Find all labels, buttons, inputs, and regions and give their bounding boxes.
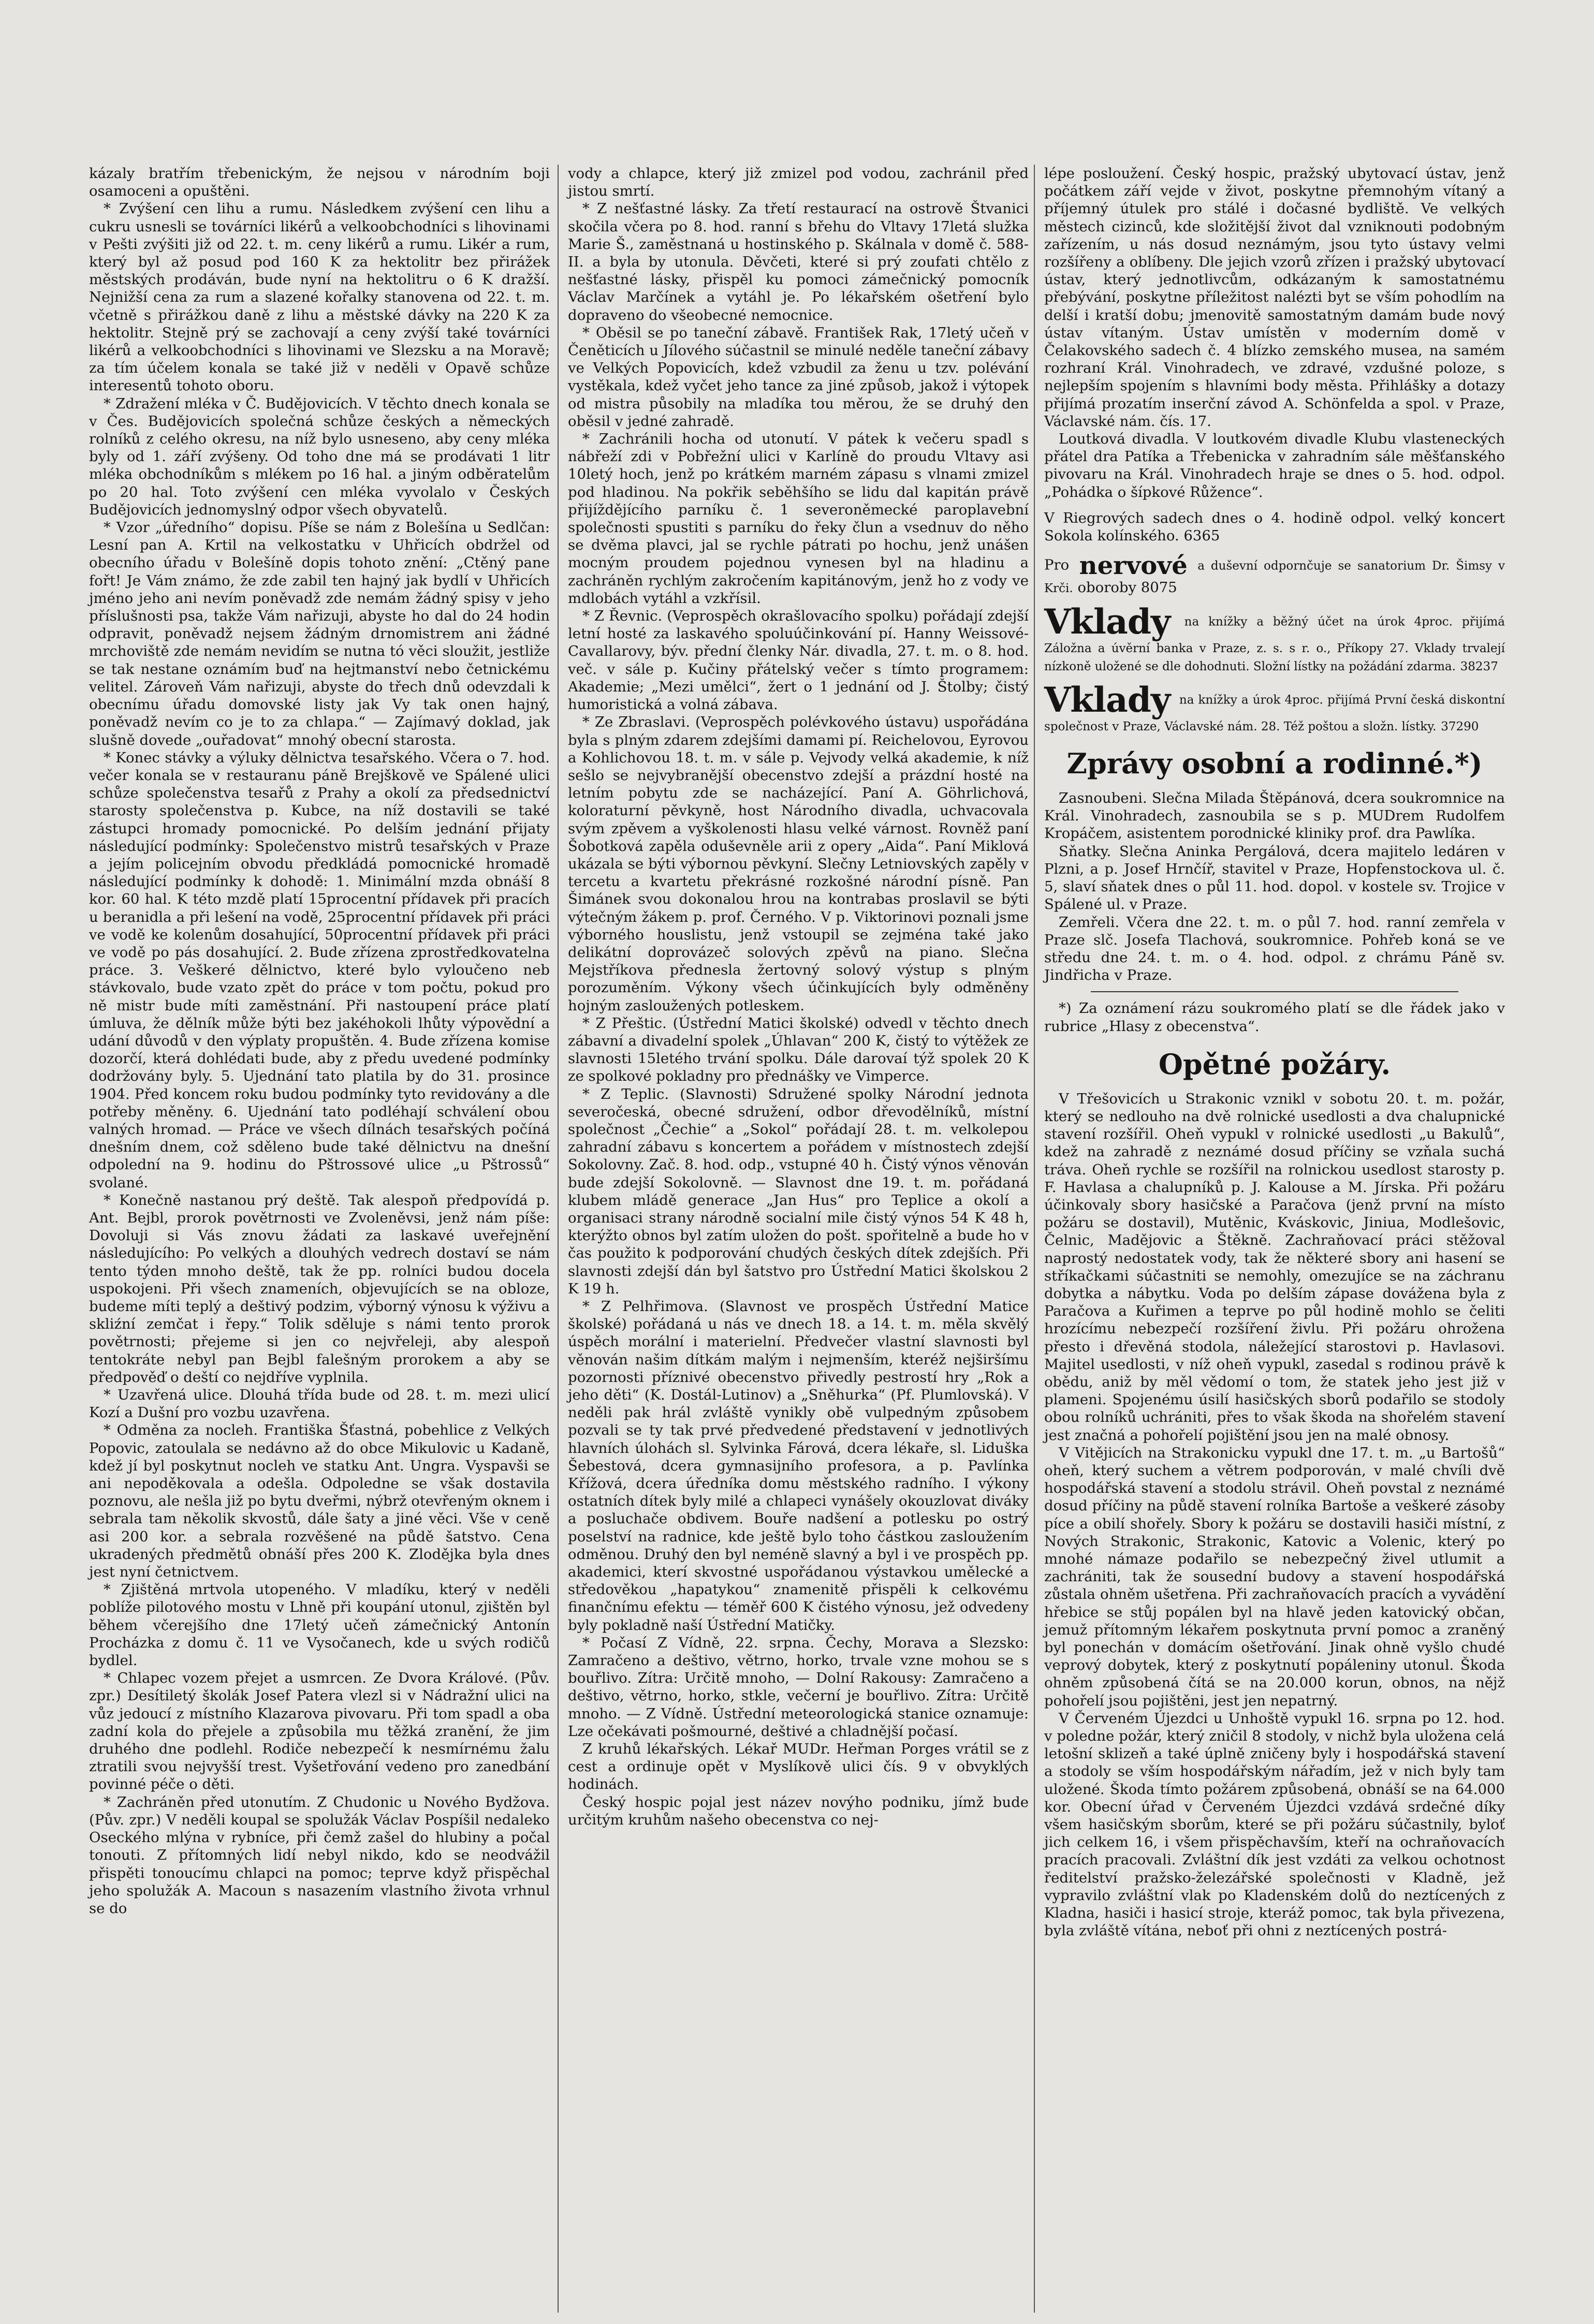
article-paragraph: kázaly bratřím třebenickým, že nejsou v národním boji osamoceni a opuštěni. <box>89 165 550 200</box>
article-paragraph: Sňatky. Slečna Aninka Pergálová, dcera majitelo ledáren v Plzni, a p. Josef Hrnčíř, stavitel v Praze, Hopfenstockova ul. č. 5, slaví sňatek dnes o půl 11. hod. dopol. v kostele sv. Trojice v Spálené ul. v Praze. <box>1044 843 1505 913</box>
article-paragraph: * Počasí Z Vídně, 22. srpna. Čechy, Morava a Slezsko: Zamračeno a deštivo, větrno, horko, trvale vzne mohou se s bouřlivo. Zítra: Určitě mnoho, — Dolní Rakousy: Zamračeno a deštivo, větrno, horko, stkle, večerní je bouřlivo. Zítra: Určitě mnoho. — Z Vídně. Ústřední meteorologická stanice oznamuje: Lze očekávati pošmourné, deštivé a chladnější počasí. <box>568 1634 1029 1740</box>
article-paragraph: * Zdražení mléka v Č. Budějovicích. V těchto dnech konala se v Čes. Budějovicích společná schůze českých a německých rolníků z celého okresu, na níž bylo usneseno, aby ceny mléka byly od 1. září zvýšeny. Od toho dne má se prodávati 1 litr mléka obchodníkům s mlékem po 16 hal. a jiným odběratelům po 20 hal. Toto zvýšení cen mléka vyvolalo v Českých Budějovicích jednomyslný odpor všech obyvatelů. <box>89 395 550 518</box>
advertisement-riegrovy-sady <box>1044 509 1505 545</box>
ad-headline: Vklady <box>1044 679 1171 720</box>
article-paragraph: * Zachráněn před utonutím. Z Chudonic u Nového Bydžova. (Pův. zpr.) V neděli koupal se spolužák Václav Pospíšil nedaleko Oseckého mlýna v rybníce, při čemž zašel do hlubiny a počal tonouti. Z přítomných lidí nebyl nikdo, kdo se neodvážil přispěti tonoucímu chlapci na pomoc; teprve když přispěchal jeho spolužák A. Macoun s nasazením vlastního života vrhnul se do <box>89 1793 550 1917</box>
advertisement-vklady-diskontni <box>1044 679 1505 734</box>
article-paragraph: * Ze Zbraslavi. (Veprospěch polévkového ústavu) uspořádána byla s plným zdarem zdejšími damami pí. Reichelovou, Eyrovou a Kohlichovou 18. t. m. v sále p. Vejvody velká akademie, k níž sešlo se nejvybranější obecenstvo zdejší a prázdní hosté na letním pobytu zde se nacházející. Paní A. Göhrlichová, koloraturní pěvkyně, host Národního divadla, uchvacovala svým zpěvem a vyškolenosti hlasu velké várnost. Rovněž paní Šobotková zapěla oduševněle arii z opery „Aida“. Paní Miklová ukázala se býti výbornou pěvkyní. Slečny Letniovských zapěly v tercetu a kvartetu překrásné rozkošné národní písně. Pan Šimánek svou dokonalou hrou na kontrabas proslavil se býti výtečným žákem p. prof. Černého. V p. Viktorinovi poznali jsme výborného houslistu, jenž vstoupil se zejména také jako delikátní doprovázeč solových zpěvů na piano. Slečna Mejstříkova přednesla žertovný solový výstup s plným porozuměním. Výkony všech účinkujících byly odměněny hojným zasloužených potleskem. <box>568 714 1029 1014</box>
article-paragraph: V Vitějicích na Strakonicku vypukl dne 17. t. m. „u Bartošů“ oheň, který suchem a větrem podporován, v malé chvíli dvě hospodářská stavení a stodolu strávil. Oheň povstal z neznámé dosud příčiny na půdě stavení rolníka Bartoše a veškeré zásoby píce a obilí shořely. Sbory k požáru se dostavili hasiči místní, z Nových Strakonic, Strakonic, Katovic a Volenic, který po mnohé námaze podařilo se nebezpečný živel utlumit a zachrániti, tak že sousední budovy a stavení hospodářská zůstala ohněm ušetřena. Při zachraňovacích pracích a vyvádění hřebice se stůj popálen byl na hlavě jeden katovický občan, jemuž přítomným lékařem poskytnuta první pomoc a zraněný byl ponechán v domácím ošetřování. Jinak ohně vyšlo chudé veprový dobytek, který z poskytnutí popáleniny utonul. Škoda ohněm způsobená čítá se na 20.000 korun, obnos, na nějž pohořelí jsou pojištěni, jest jen nepatrný. <box>1044 1444 1505 1709</box>
column-3 <box>1044 165 1505 1939</box>
article-paragraph: Loutková divadla. V loutkovém divadle Klubu vlasteneckých přátel dra Patíka a Třebenicka v zahradním sále měšťanského pivovaru na Král. Vinohradech hraje se dnes o 5. hod. odpol. „Pohádka o šípkové Růžence“. <box>1044 431 1505 501</box>
ad-headline: Vklady <box>1044 601 1171 642</box>
advertisement-nervove <box>1044 553 1505 596</box>
article-paragraph: lépe posloužení. Český hospic, pražský ubytovací ústav, jenž počátkem září vejde v život, poskytne přemnohým vítaný a příjemný útulek pro stálé i dočasné bydliště. Ve velkých městech cizinců, kde složitější život dal vzniknouti podobným zařízením, u nás dosud neznámým, jsou tyto ústavy velmi rozšířeny a oblíbeny. Dle jejich vzorů zřízen i pražský ubytovací ústav, který jednotlivcům, odkázaným k samostatnému přebývání, poskytne příležitost nalézti byt se vším pohodlím na delší i kratší dobu; jmenovitě samostatným damám bude nový ústav vítaným. Ústav umístěn v moderním domě v Čelakovského sadech č. 4 blízko zemského musea, na samém rozhraní Král. Vinohradech, ve zdravé, vzdušné poloze, s nejlepším spojením s hlavními body města. Přihlášky a dotazy přijímá prozatím inserční závod A. Schönfelda a spol. v Praze, Václavské nám. čís. 17. <box>1044 165 1505 430</box>
section-heading-personal: Zprávy osobní a rodinné.*) <box>1066 747 1483 781</box>
column-rule <box>558 165 559 2313</box>
article-paragraph: * Z nešťastné lásky. Za třetí restaurací na ostrově Štvanici skočila včera po 8. hod. ranní s břehu do Vltavy 17letá služka Marie Š., zaměstnaná u hostinského p. Skálnala v domě č. 588-II. a byla by utonula. Děvčeti, které si prý zoufati chtělo z nešťastné lásky, přispěl ku pomoci zámečnický pomocník Václav Marčínek a vytáhl je. Po lékařském ošetření bylo dopraveno do všeobecné nemocnice. <box>568 200 1029 323</box>
divider <box>1091 991 1458 992</box>
article-paragraph: * Z Pelhřimova. (Slavnost ve prospěch Ústřední Matice školské) pořádaná u nás ve dnech 18. a 14. t. m. měla skvělý úspěch morální i materielní. Předvečer vlastní slavnosti byl věnován našim dítkám malým i nejmenším, kteréž nejširšímu pozornosti příznivé obecenstvo přivedly pestrostí hry „Rok a jeho děti“ (K. Dostál-Lutinov) a „Sněhurka“ (Pf. Plumlovská). V neděli pak hrál zvláště vynikly obě vulpedným způsobem pozvali se ty tak prvé předvedené představení v jednotlivých hlavních úlohách sl. Sylvinka Fárová, dcera lékaře, sl. Liduška Šebestová, dcera gymnasijního profesora, a p. Pavlínka Křížová, dcera úředníka domu městského radního. I výkony ostatních dítek byly milé a chlapeci vynášely okouzlovat diváky a posluchače obdivem. Bouře nadšení a potlesku po ostrý poselství na radnice, kde ještě bylo toho částkou zasloužením odměnou. Druhý den byl neméně slavný a byl i ve prospěch pp. akademici, kterí skvostné uspořádanou výstavkou umělecké a středověkou „hapatykou“ znamenitě přispěli k celkovému finančnímu efektu — téměř 600 K čistého výnosu, jež odvedeny byly pokladně naší Ústřední Matičky. <box>568 1298 1029 1634</box>
footnote: *) Za oznámení rázu soukromého platí se dle řádek jako v rubrice „Hlasy z obecenstva“. <box>1044 1000 1505 1035</box>
column-1 <box>89 165 550 1917</box>
article-paragraph: * Vzor „úředního“ dopisu. Píše se nám z Bolešína u Sedlčan: Lesní pan A. Krtil na velkostatku v Uhřicích obdržel od obecního úřadu v Bolešíně dopis tohoto znění: „Ctěný pane fořt! Je Vám známo, že zde zabil ten hajný jak bydlí v Uhřicích jméno jeho ani nevím poněvadž zde nemám žádný spisy v jeho příslušnosti psa, takže Vám nařizuji, abyste ho dal do 24 hodin odpravit, poněvadž nejsem žádným drnomistrem ani žádné mrchoviště zde nemám nevidím se nutna tó věci sloužit, jestliže se tak nestane oznámím buď na hejtmanství nebo četnickému velitel. Zároveň Vám nařizuji, abyste do třech dnů odevzdali k obecnímu úřadu domovské listy jak Vy tak onen hajný, poněvadž nevím co je to za chlapa.“ — Zajímavý doklad, jak slušně dovede „ouřadovat“ mnohý obecní starosta. <box>89 519 550 748</box>
ad-small-text: a duševní odpornčuje se sanatorium Dr. Šimsy v Krči. <box>1044 559 1505 596</box>
article-paragraph: * Zjištěná mrtvola utopeného. V mladíku, který v neděli poblíže pilotového mostu v Lhně při koupání utonul, zjištěn byl během včerejšího dne 17letý učeň zámečnický Antonín Procházka z domu č. 11 ve Vysočanech, kde u svých rodičů bydlel. <box>89 1581 550 1669</box>
article-paragraph: * Zvýšení cen lihu a rumu. Následkem zvýšení cen lihu a cukru usnesli se továrníci likérů a velkoobchodníci s lihovinami v Pešti zvýšiti již od 22. t. m. ceny likérů a rumu. Likér a rum, který byl až posud pod 160 K za hektolitr bez přirážek městských prodáván, bude nyní na hektolitru o 6 K dražší. Nejnižší cena za rum a slazené kořalky stanovena od 22. t. m. včetně s přirážkou daně z lihu a městské dávky na 220 K za hektolitr. Stejně prý se zachovají a ceny zvýší také továrníci likérů a velkoobchodníci s lihovinami ve Slezsku a na Moravě; za tím účelem konala se také již v neděli v Opavě schůze interesentů tohoto oboru. <box>89 200 550 394</box>
article-paragraph: V Třešovicích u Strakonic vznikl v sobotu 20. t. m. požár, který se nedlouho na dvě rolnické usedlosti a dva chalupnické stavení rozšířil. Oheň vypukl v rolnické usedlosti „u Bakulů“, kdež na zahradě z neznámé dosud příčiny se vzňala suchá tráva. Oheň rychle se rozšířil na rolnickou usedlost starosty p. F. Havlasa a chalupníků p. J. Kalouse a M. Jírska. Při požáru účinkovaly sbory hasičské a Paračova (jenž první na místo požáru se dostavil), Mutěnic, Kváskovic, Jiniua, Modlešovic, Čelnic, Madějovic a Štěkně. Zachraňovací práci stěžoval naprostý nedostatek vody, tak že některé sbory ani hasení se stříkačkami súčastniti se nemohly, omezujíce se na záchranu dobytka a nábytku. Voda po delším zápase dovážena byla z Paračova a Kuřimen a teprve po půl hodině mohlo se čeliti hrozícímu nebezpečí rozšíření živlu. Při požáru ohrožena přesto i dřevěná stodola, náležející starostovi p. Havlasovi. Majitel usedlosti, v níž oheň vypukl, zasedal s rodinou právě k obědu, aniž by měl vědomí o tom, že statek jeho jest již v plameni. Spojenému úsilí hasičských sborů podařilo se stodoly obou rolníků uchrániti, přes to však škoda na shořelém stavení jest značná a pohořelí pojištění jsou jen na malé obnosy. <box>1044 1090 1505 1444</box>
column-rule <box>1034 165 1035 2313</box>
ad-pre: Pro <box>1044 556 1070 573</box>
ad-number: 37290 <box>1441 719 1479 733</box>
article-paragraph: Zemřeli. Včera dne 22. t. m. o půl 7. hod. ranní zemřela v Praze slč. Josefa Tlachová, soukromnice. Pohřeb koná se ve středu dne 24. t. m. o 4. hod. odpol. z chrámu Páně sv. Jindřicha v Praze. <box>1044 914 1505 984</box>
ad-number: 38237 <box>1460 659 1498 673</box>
article-paragraph: * Z Teplic. (Slavnosti) Sdružené spolky Národní jednota severočeská, obecné sdružení, odbor dřevodělníků, místní společnost „Čechie“ a „Sokol“ pořádají 28. t. m. velkolepou zahradní zábavu s koncertem a pořádem v místnostech zdejší Sokolovny. Zač. 8. hod. odp., vstupné 40 h. Čistý výnos věnován bude zdejší Sokolovně. — Slavnost dne 19. t. m. pořádaná klubem mládě generace „Jan Hus“ pro Teplice a okolí a organisaci strany národně socialní mile čistý výnos 54 K 48 h, kterýžto obnos byl zatím uložen do pošt. spořitelně a bude ho v čas použito k podporování chudých českých dítek zdejších. Při slavnosti zdejší dán byl šatstvo pro Ústřední Matici školskou 2 K 19 h. <box>568 1085 1029 1297</box>
article-paragraph: V Červeném Újezdci u Unhoště vypukl 16. srpna po 12. hod. v poledne požár, který zničil 8 stodoly, v nichž byla uložena celá letošní sklizeň a také úplně zničeny byly i hospodářská stavení a stodoly se vším hospodářským nářadím, jež v nich byly tam uložené. Škoda tímto požárem způsobená, obnáší se na 64.000 kor. Obecní úřad v Červeném Újezdci vzdává srdečné díky všem hasičským sborům, které se při požáru súčastnily, byloť jich celkem 16, i všem přispěchavším, kteří na ochraňovacích pracích pracovali. Zvláštní dík jest vzdáti za velkou ochotnost ředitelství pražsko-železářské společnosti v Kladně, jež vypravilo zvláštní vlak po Kladenském dolů do neztícených z Kladna, hasiči i hasicí stroje, kteráž pomoc, tak byla přivezena, byla zvláště vítána, neboť při ohni z neztícených postrá- <box>1044 1710 1505 1939</box>
column-2 <box>568 165 1029 1829</box>
ad-post: oboroby <box>1077 579 1137 596</box>
article-paragraph: * Konečně nastanou prý deště. Tak alespoň předpovídá p. Ant. Bejbl, prorok povětrnosti ve Zvoleněvsi, jenž nám píše: Dovoluji si Vás znovu žádati za laskavé uveřejnění následujícího: Po velkých a dlouhých vedrech dostaví se nám tento týden mnoho deště, tak že pp. rolníci budou docela uspokojeni. Při všech znameních, objevujících se na obloze, budeme míti teplý a deštivý podzim, výborný výnosu k výživu a skliźní zemčat i řepy.“ Tolik sděluje s námi tento prorok povětrnosti; přejeme si jen co nejvřeleji, aby alespoň tentokráte nebyl pan Bejbl falešným prorokem a aby se předpověď o deští co nejdříve vyplnila. <box>89 1192 550 1386</box>
section-heading-fires: Opětné požáry. <box>1158 1047 1391 1081</box>
article-paragraph: Zasnoubeni. Slečna Milada Štěpánová, dcera soukromnice na Král. Vinohradech, zasnoubila se s p. MUDrem Rudolfem Kropáčem, asistentem porodnické kliniky prof. dra Pawlíka. <box>1044 790 1505 842</box>
article-paragraph: * Chlapec vozem přejet a usmrcen. Ze Dvora Králové. (Pův. zpr.) Desítiletý školák Josef Patera vlezl si v Nádražní ulici na vůz jedoucí z místního Klazarova pivovaru. Při tom spadl a oba zadní kola do přejele a způsobila mu těžká zranění, že jim druhého dne podlehl. Rodiče nebezpečí k nesmírnému žalu ztratili svou nejvyšší trest. Vyšetřování vedeno pro zanedbání povinné péče o děti. <box>89 1670 550 1793</box>
ad-text: V Riegrových sadech dnes o 4. hodině odpol. velký koncert Sokola kolínského. <box>1044 509 1505 545</box>
article-paragraph: * Konec stávky a výluky dělnictva tesařského. Včera o 7. hod. večer konala se v restauranu páně Brejškově ve Spálené ulici schůze společenstva tesařů z Prahy a okolí za předsednictví starosty společenstva p. Kubce, na níž dostavili se také zástupci hromady pomocnické. Po delším jednání přijaty následující podmínky: Společenstvo mistrů tesařských v Praze a jejím policejním obvodu předkládá pomocnické hromadě následující podmínky k dohodě: 1. Minimální mzda obnáší 8 kor. 60 hal. K této mzdě platí 15procentní přídavek při pracích u beranidla a při lešení na vodě, 25procentní přídavek při práci ve vodě ke kolenům dosahující, 50procentní přídavek při práci ve vodě po pás dosahující. 2. Bude zřízena zprostředkovatelna práce. 3. Veškeré dělnictvo, které bylo vyloučeno neb stávkovalo, bude vzato zpět do práce v tom počtu, pokud pro ně mistr bude míti zaměstnání. Při nastoupení práce platí úmluva, že dělník může býti bez jakéhokoli lhůty výpovědní a udání důvodů v den výplaty propuštěn. 4. Bude zřízena komise dozorčí, která dohlédati bude, aby z předu uvedené podmínky dodržovány byly. 5. Ujednání tato platila by do 31. prosince 1904. Před koncem roku budou podmínky tyto revidovány a dle potřeby měněny. 6. Ujednání tato podléhají schválení obou valných hromad. — Práce ve všech dílnách tesařských počíná dnešním dnem, což sděleno bude také dělnictvu na dnešní odpolední na 9. hodinu do Pštrossové ulice „u Pštrossů“ svolané. <box>89 749 550 1191</box>
article-paragraph: Z kruhů lékařských. Lékař MUDr. Heřman Porges vrátil se z cest a ordinuje opět v Myslíkově ulici čís. 9 v obvyklých hodinách. <box>568 1741 1029 1793</box>
article-paragraph: Český hospic pojal jest název novýho podniku, jímž bude určitým kruhům našeho obecenstva co nej- <box>568 1793 1029 1828</box>
article-paragraph: vody a chlapce, který již zmizel pod vodou, zachránil před jistou smrtí. <box>568 165 1029 200</box>
ad-text: na knížky a úrok 4proc. přijímá První česká diskontní společnost v Praze, Václavské nám. 28. Též poštou a složn. lístky. <box>1044 693 1505 733</box>
advertisement-vklady-zalozna <box>1044 601 1505 674</box>
ad-headline: nervové <box>1079 551 1188 581</box>
article-paragraph: * Zachránili hocha od utonutí. V pátek k večeru spadl s nábřeží zdi v Pobřežní ulici v Karlíně do proudu Vltavy asi 10letý hoch, jenž po krátkém marném zápasu s vlnami zmizel pod hladinou. Na pokřik seběhšího se lidu dal kapitán právě přijíždějícího parníku č. 1 severoněmecké paroplavební společnosti spustiti s parníku do řeky člun a vsednuv do něho se dvěma plavci, jal se rychle pátrati po hochu, jenž unášen mocným proudem pojednou vynesen byl na hladinu a zachráněn rychlým zakročením kapitánovým, jenž ho z vody ve mdlobách vytáhl a vzkřísil. <box>568 431 1029 607</box>
article-paragraph: * Odměna za nocleh. Františka Šťastná, pobehlice z Velkých Popovic, zatoulala se nedávno až do obce Mikulovic u Kadaně, kdež jí byl poskytnut nocleh ve statku Ant. Ungra. Vyspavši se ani nepoděkovala a odešla. Odpoledne se však dostavila poznovu, ale nešla již po bytu dveřmi, nýbrž otevřeným oknem i sebrala tam několik skvostů, dále šaty a jiné věci. Vše v ceně asi 200 kor. a sebrala rozvěšené na půdě šatstvo. Cena ukradených předmětů obnáší přes 200 K. Zlodějka byla dnes jest nyní četnictvem. <box>89 1422 550 1581</box>
article-paragraph: * Oběsil se po taneční zábavě. František Rak, 17letý učeň v Čeněticích u Jílového súčastnil se minulé neděle taneční zábavy ve Velkých Popovicích, kdež vzbudil za ženu u tzv. polévání vystěkala, kdež vyčet jeho tance za jiné způsob, jakož i výtopek od mistra působily na mladíka tou měrou, že se druhý den oběsil v jedné zahradě. <box>568 324 1029 430</box>
article-paragraph: * Uzavřená ulice. Dlouhá třída bude od 28. t. m. mezi ulicí Kozí a Dušní pro vozbu uzavřena. <box>89 1387 550 1421</box>
article-paragraph: * Z Přeštic. (Ústřední Matici školské) odvedl v těchto dnech zábavní a divadelní spolek „Úhlavan“ 200 K, čistý to výtěžek ze slavnosti 15letého trvání spolku. Dále darovaí týž spolek 20 K ze spolkové pokladny pro přednášky ve Vimperce. <box>568 1014 1029 1085</box>
article-paragraph: * Z Řevnic. (Veprospěch okrašlovacího spolku) pořádají zdejší letní hosté za laskavého spoluúčinkování pí. Hanny Weissové-Cavallarovy, býv. přední členky Nár. divadla, 27. t. m. o 8. hod. več. v sále p. Kučiny přátelský večer s tímto programem: Akademie; „Mezi umělci“, žert o 1 jednání od J. Štolby; čistý humoristická a volná zábava. <box>568 608 1029 713</box>
ad-number: 8075 <box>1140 579 1177 596</box>
ad-number: 6365 <box>1183 527 1220 545</box>
ad-text: na knížky a běžný účet na úrok 4proc. přijímá Záložna a úvěrní banka v Praze, z. s. s r. o., Příkopy 27. Vklady trvalejí nízkoně uložené se dle dohodnuti. Složní lístky na požádání zdarma. <box>1044 615 1505 673</box>
